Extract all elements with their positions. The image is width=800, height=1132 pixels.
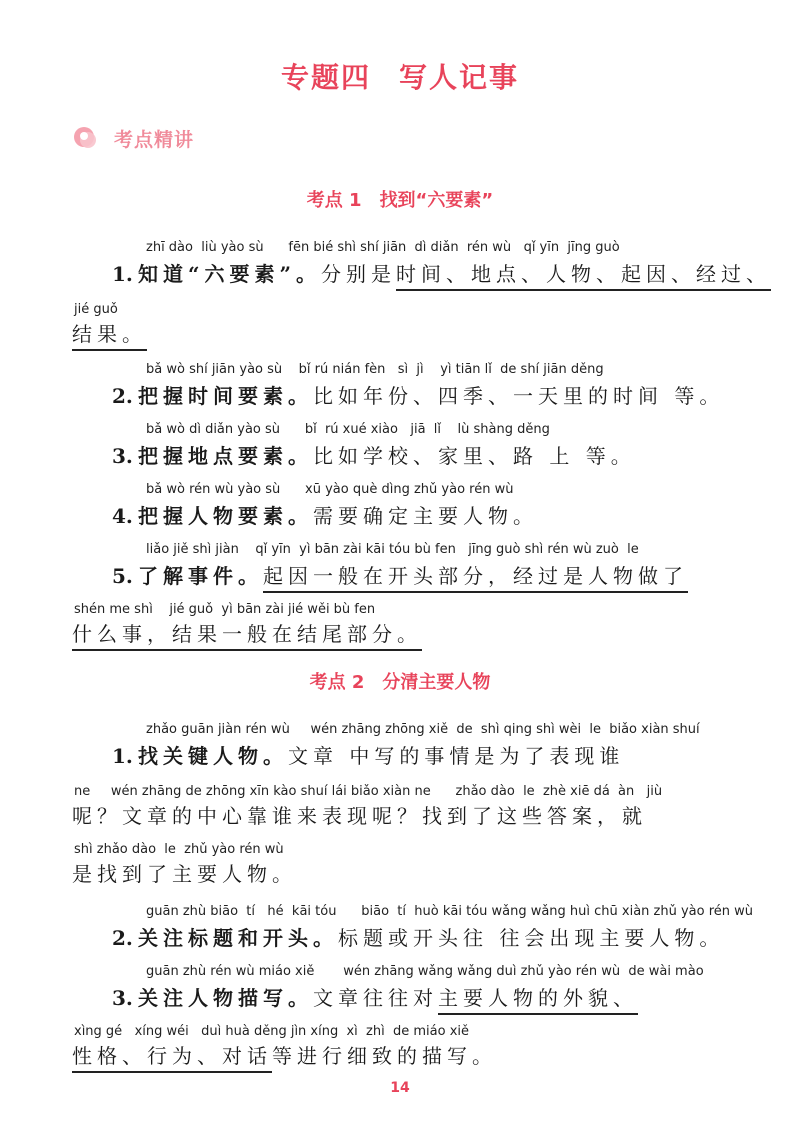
pinyin-line: shì zhǎo dào le zhǔ yào rén wù xyxy=(74,842,284,857)
item-underlined: 性格、行为、对话 xyxy=(72,1044,272,1073)
pinyin-line: guān zhù biāo tí hé kāi tóu biāo tí huò kāi tóu wǎng wǎng huì chū xiàn zhǔ yào rén wù xyxy=(146,904,754,919)
item-text: 文章往往对 xyxy=(312,986,438,1010)
item-number: 2. xyxy=(112,926,133,950)
pinyin-line: bǎ wò dì diǎn yào sù bǐ rú xué xiào jiā lǐ lù shàng děng xyxy=(146,422,550,437)
item-key: 了解事件。 xyxy=(137,564,263,588)
pinyin-line: guān zhù rén wù miáo xiě wén zhāng wǎng wǎng duì zhǔ yào rén wù de wài mào xyxy=(146,964,704,979)
item-underlined: 主要人物的外貌、 xyxy=(438,986,638,1015)
section-header xyxy=(72,120,194,156)
list-item-cont xyxy=(72,858,297,887)
item-number: 1. xyxy=(112,744,133,768)
pinyin-line: ne wén zhāng de zhōng xīn kào shuí lái biǎo xiàn ne zhǎo dào le zhè xiē dá àn jiù xyxy=(74,784,663,799)
pin-icon xyxy=(72,124,100,152)
item-number: 3. xyxy=(112,986,133,1010)
kaodian-2-label: 考点 2 xyxy=(309,672,365,693)
pinyin-line: liǎo jiě shì jiàn qǐ yīn yì bān zài kāi tóu bù fen jīng guò shì rén wù zuò le xyxy=(146,542,639,557)
list-item xyxy=(112,982,638,1011)
list-item xyxy=(112,922,724,951)
item-key: 知道“六要素”。 xyxy=(137,262,321,286)
pinyin-line: zhī dào liù yào sù fēn bié shì shí jiān dì diǎn rén wù qǐ yīn jīng guò xyxy=(146,240,620,255)
page-title xyxy=(0,56,800,96)
kaodian-1-text: 找到“六要素” xyxy=(379,190,494,211)
title-part1: 专题四 xyxy=(280,61,371,94)
item-text: 呢？文章的中心靠谁来表现呢？找到了这些答案，就 xyxy=(72,804,647,828)
kaodian-2-heading xyxy=(0,668,800,694)
item-number: 3. xyxy=(112,444,133,468)
item-underlined: 什么事，结果一般在结尾部分。 xyxy=(72,622,422,651)
item-text: 比如年份、四季、一天里的时间 等。 xyxy=(312,384,725,408)
list-item-cont xyxy=(72,318,147,347)
list-item-cont xyxy=(72,1040,497,1069)
pinyin-line: zhǎo guān jiàn rén wù wén zhāng zhōng xiě de shì qing shì wèi le biǎo xiàn shuí xyxy=(146,722,700,737)
item-key: 把握时间要素。 xyxy=(137,384,313,408)
pinyin-line: bǎ wò rén wù yào sù xū yào què dìng zhǔ yào rén wù xyxy=(146,482,514,497)
item-text: 标题或开头往 往会出现主要人物。 xyxy=(337,926,725,950)
page-number: 14 xyxy=(390,1080,410,1096)
pinyin-line: bǎ wò shí jiān yào sù bǐ rú nián fèn sì jì yì tiān lǐ de shí jiān děng xyxy=(146,362,604,377)
item-underlined: 时间、地点、人物、起因、经过、 xyxy=(396,262,771,291)
list-item-cont xyxy=(72,800,647,829)
list-item xyxy=(112,380,724,409)
pinyin-line: shén me shì jié guǒ yì bān zài jié wěi bù fen xyxy=(74,602,376,617)
item-key: 找关键人物。 xyxy=(137,744,288,768)
pinyin-line: xìng gé xíng wéi duì huà děng jìn xíng xì zhì de miáo xiě xyxy=(74,1024,470,1039)
item-key: 把握人物要素。 xyxy=(137,504,313,528)
item-key: 把握地点要素。 xyxy=(137,444,313,468)
kaodian-1-label: 考点 1 xyxy=(306,190,362,211)
list-item xyxy=(112,560,688,589)
list-item xyxy=(112,740,624,769)
item-number: 4. xyxy=(112,504,133,528)
item-number: 1. xyxy=(112,262,133,286)
list-item xyxy=(112,500,538,529)
kaodian-2-text: 分清主要人物 xyxy=(382,672,491,693)
list-item xyxy=(112,440,636,469)
item-text: 需要确定主要人物。 xyxy=(312,504,538,528)
list-item-cont xyxy=(72,618,422,647)
item-number: 5. xyxy=(112,564,133,588)
item-text: 等进行细致的描写。 xyxy=(272,1044,497,1068)
list-item xyxy=(112,258,771,287)
item-underlined: 起因一般在开头部分，经过是人物做了 xyxy=(263,564,688,593)
section-header-label: 考点精讲 xyxy=(114,128,195,151)
item-key: 关注人物描写。 xyxy=(137,986,313,1010)
item-text: 文章 中写的事情是为了表现谁 xyxy=(287,744,625,768)
kaodian-1-heading xyxy=(0,186,800,212)
pinyin-line: jié guǒ xyxy=(74,302,118,317)
item-text: 分别是 xyxy=(321,262,396,286)
item-number: 2. xyxy=(112,384,133,408)
item-text: 比如学校、家里、路 上 等。 xyxy=(312,444,636,468)
item-underlined: 结果。 xyxy=(72,322,147,351)
title-part2: 写人记事 xyxy=(399,61,520,94)
item-key: 关注标题和开头。 xyxy=(137,926,338,950)
item-text: 是找到了主要人物。 xyxy=(72,862,297,886)
